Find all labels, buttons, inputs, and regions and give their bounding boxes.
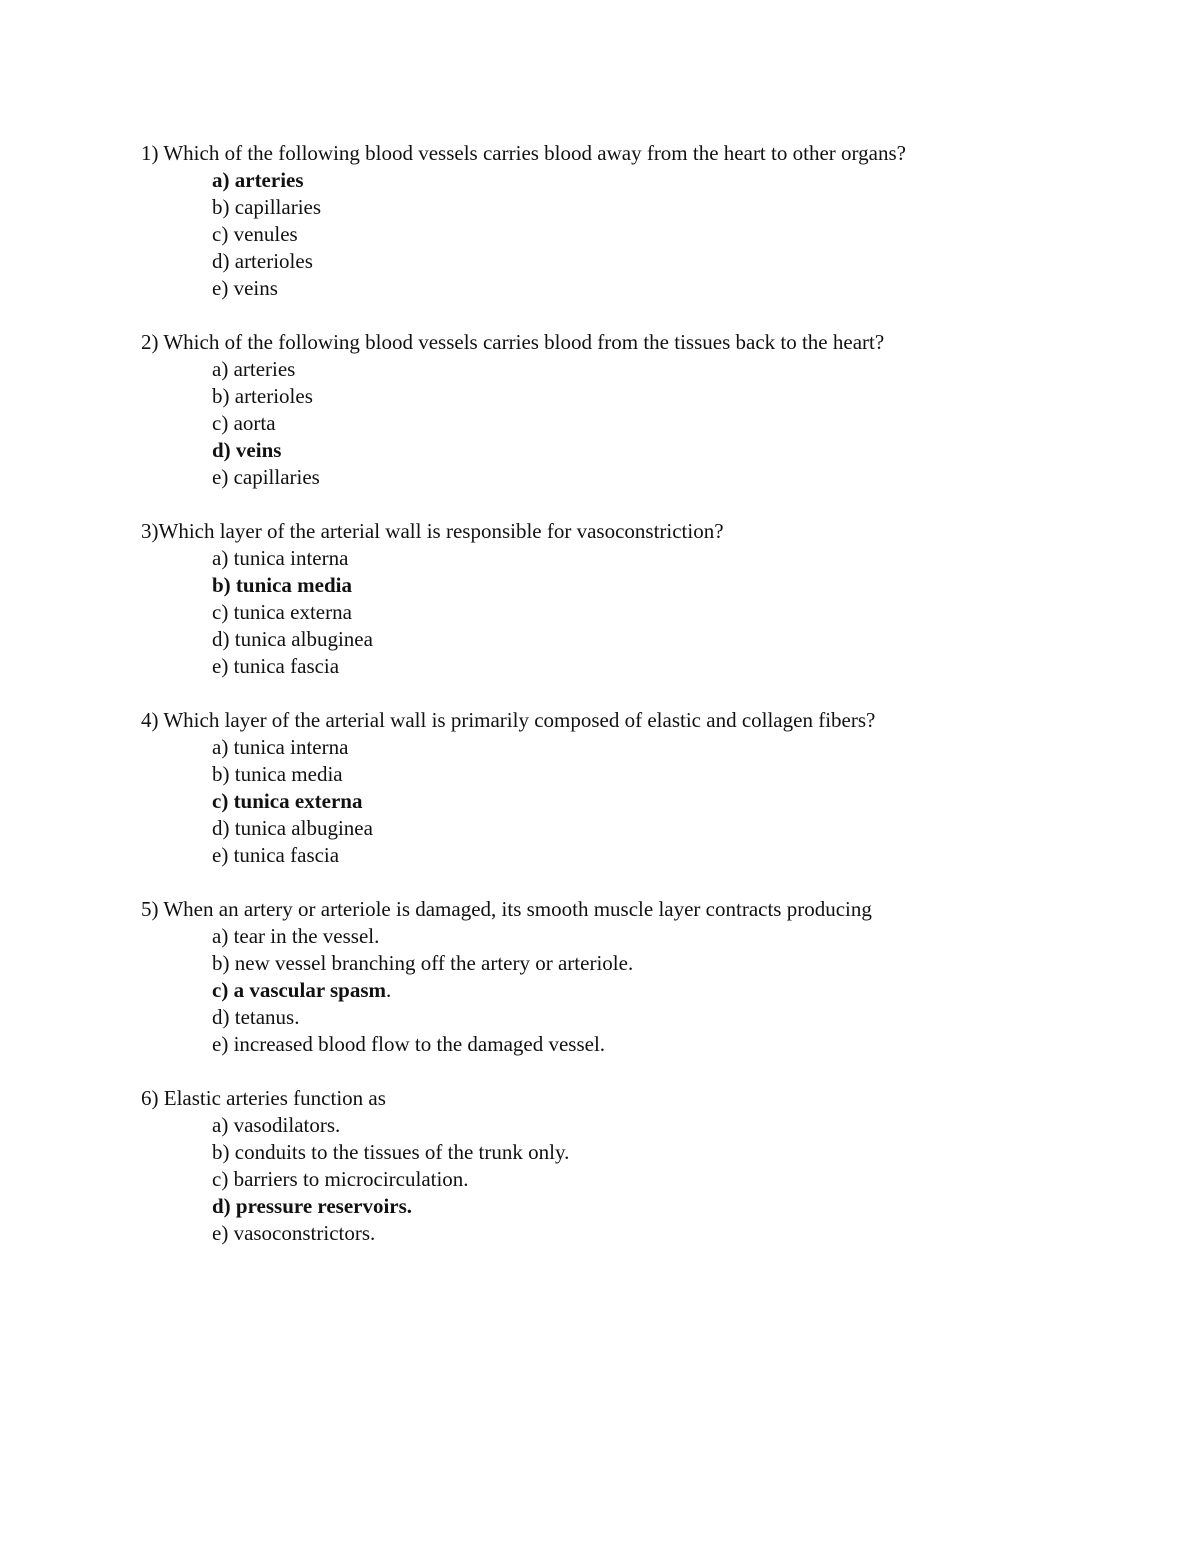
option: a) vasodilators. xyxy=(212,1113,341,1137)
question-2 xyxy=(141,329,1101,491)
option-correct-label: c) a vascular spasm xyxy=(212,978,387,1002)
question-text: 5) When an artery or arteriole is damaged, its smooth muscle layer contracts producing xyxy=(141,897,872,921)
option: d) tunica albuginea xyxy=(212,816,373,840)
question-text: 3)Which layer of the arterial wall is responsible for vasoconstriction? xyxy=(141,519,724,543)
option: d) arterioles xyxy=(212,249,313,273)
option: b) capillaries xyxy=(212,195,322,219)
option-correct: d) pressure reservoirs. xyxy=(212,1194,413,1218)
option: d) tetanus. xyxy=(212,1005,300,1029)
option: d) tunica albuginea xyxy=(212,627,373,651)
question-3 xyxy=(141,518,1101,680)
option-list xyxy=(141,923,1101,1058)
option-correct xyxy=(212,977,1101,1004)
question-6 xyxy=(141,1085,1101,1247)
question-4 xyxy=(141,707,1101,869)
option: e) veins xyxy=(212,276,278,300)
option: c) barriers to microcirculation. xyxy=(212,1167,469,1191)
option: a) tunica interna xyxy=(212,735,349,759)
option-list xyxy=(141,734,1101,869)
option: b) new vessel branching off the artery or arteriole. xyxy=(212,951,634,975)
option: e) tunica fascia xyxy=(212,843,340,867)
option: a) tear in the vessel. xyxy=(212,924,380,948)
quiz-content xyxy=(141,140,1101,1274)
question-text: 6) Elastic arteries function as xyxy=(141,1086,386,1110)
option: c) venules xyxy=(212,222,298,246)
option: e) capillaries xyxy=(212,465,320,489)
option: c) aorta xyxy=(212,411,276,435)
option-correct: b) tunica media xyxy=(212,573,353,597)
option-correct: a) arteries xyxy=(212,168,304,192)
question-1 xyxy=(141,140,1101,302)
option-list xyxy=(141,167,1101,302)
option-correct: c) tunica externa xyxy=(212,789,363,813)
option: c) tunica externa xyxy=(212,600,352,624)
option: a) arteries xyxy=(212,357,296,381)
question-text: 4) Which layer of the arterial wall is primarily composed of elastic and collagen fibers? xyxy=(141,708,876,732)
option-list xyxy=(141,1112,1101,1247)
option: b) arterioles xyxy=(212,384,313,408)
option: e) tunica fascia xyxy=(212,654,340,678)
option: b) conduits to the tissues of the trunk only. xyxy=(212,1140,570,1164)
option-tail: . xyxy=(386,978,392,1002)
option-correct: d) veins xyxy=(212,438,282,462)
option: e) vasoconstrictors. xyxy=(212,1221,376,1245)
question-text: 2) Which of the following blood vessels carries blood from the tissues back to the heart? xyxy=(141,330,885,354)
option: e) increased blood flow to the damaged vessel. xyxy=(212,1032,606,1056)
option: b) tunica media xyxy=(212,762,343,786)
option-list xyxy=(141,356,1101,491)
question-5 xyxy=(141,896,1101,1058)
option-list xyxy=(141,545,1101,680)
question-text: 1) Which of the following blood vessels carries blood away from the heart to other organs? xyxy=(141,141,906,165)
option: a) tunica interna xyxy=(212,546,349,570)
